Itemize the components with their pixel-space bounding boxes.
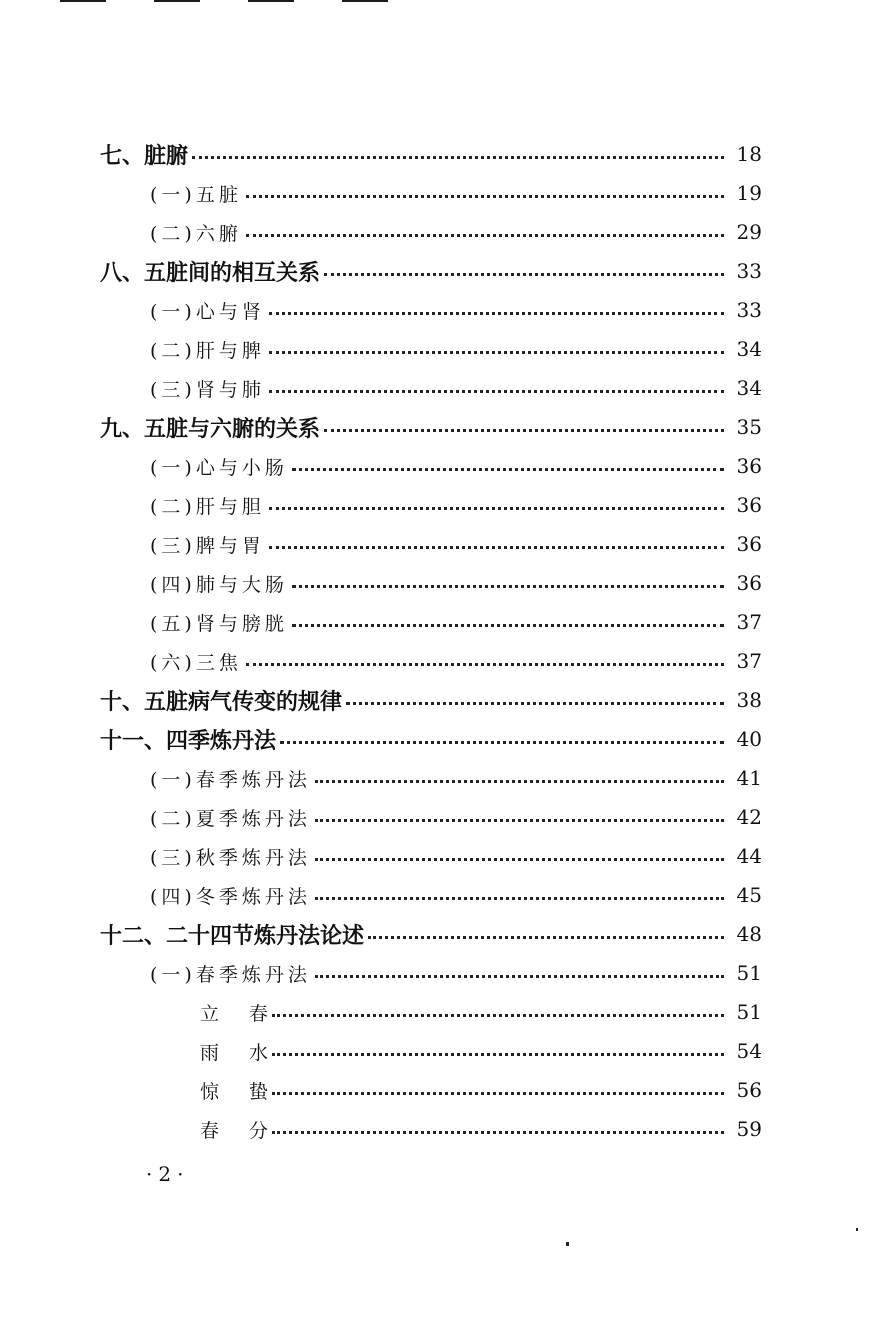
toc-entry-title: 春 分 xyxy=(200,1119,269,1142)
toc-entry-title: (一)五脏 xyxy=(150,183,242,206)
toc-entry xyxy=(150,838,762,874)
toc-entry xyxy=(150,565,762,601)
toc-entry xyxy=(150,643,762,679)
toc-entry-title: 立 春 xyxy=(200,1002,269,1025)
toc-dot-leader xyxy=(324,273,724,276)
toc-entry-title: 九、五脏与六腑的关系 xyxy=(100,416,321,442)
toc-entry-title: (三)肾与肺 xyxy=(150,378,265,401)
toc-entry xyxy=(100,721,762,757)
toc-dot-leader xyxy=(192,156,724,159)
toc-entry xyxy=(150,877,762,913)
scan-speck xyxy=(566,1242,569,1246)
toc-entry-page: 36 xyxy=(736,493,762,517)
toc-entry xyxy=(200,1072,762,1108)
toc-entry xyxy=(150,370,762,406)
toc-entry xyxy=(150,760,762,796)
toc-entry-page: 36 xyxy=(736,454,762,478)
toc-entry-page: 36 xyxy=(736,532,762,556)
toc-entry-title: 惊 蛰 xyxy=(200,1080,269,1103)
toc-entry xyxy=(150,214,762,250)
toc-dot-leader xyxy=(315,858,724,861)
toc-entry xyxy=(100,682,762,718)
scan-edge-mark xyxy=(342,0,388,2)
toc-entry-page: 54 xyxy=(736,1039,762,1063)
toc-entry-page: 41 xyxy=(736,766,762,790)
toc-dot-leader xyxy=(346,702,724,705)
toc-entry xyxy=(150,448,762,484)
toc-entry-title: (二)肝与胆 xyxy=(150,495,265,518)
toc-dot-leader xyxy=(269,390,724,393)
toc-dot-leader xyxy=(272,1053,724,1056)
toc-entry-page: 35 xyxy=(736,415,762,439)
toc-entry-title: 十二、二十四节炼丹法论述 xyxy=(100,923,365,949)
toc-entry-title: (一)心与小肠 xyxy=(150,456,288,479)
toc-entry-page: 48 xyxy=(736,922,762,946)
toc-entry xyxy=(100,916,762,952)
toc-entry xyxy=(150,331,762,367)
toc-entry-title: (一)心与肾 xyxy=(150,300,265,323)
toc-entry xyxy=(150,487,762,523)
toc-entry-page: 59 xyxy=(736,1117,762,1141)
toc-entry-title: (三)秋季炼丹法 xyxy=(150,846,311,869)
toc-entry xyxy=(150,955,762,991)
toc-entry xyxy=(200,994,762,1030)
toc-entry-page: 18 xyxy=(736,142,762,166)
toc-dot-leader xyxy=(246,234,724,237)
toc-entry xyxy=(150,292,762,328)
toc-dot-leader xyxy=(246,195,724,198)
toc-entry-page: 36 xyxy=(736,571,762,595)
toc-entry xyxy=(150,526,762,562)
toc-entry-page: 42 xyxy=(736,805,762,829)
toc-entry-title: (二)六腑 xyxy=(150,222,242,245)
toc-dot-leader xyxy=(292,468,724,471)
toc-dot-leader xyxy=(269,507,724,510)
toc-dot-leader xyxy=(269,312,724,315)
toc-dot-leader xyxy=(272,1092,724,1095)
toc-dot-leader xyxy=(315,819,724,822)
toc-entry-title: (一)春季炼丹法 xyxy=(150,768,311,791)
scan-edge-mark xyxy=(60,0,106,2)
toc-entry-page: 56 xyxy=(736,1078,762,1102)
toc-entry-page: 37 xyxy=(736,610,762,634)
toc-entry xyxy=(150,799,762,835)
toc-dot-leader xyxy=(315,780,724,783)
toc-entry-title: (一)春季炼丹法 xyxy=(150,963,311,986)
toc-entry-title: (三)脾与胃 xyxy=(150,534,265,557)
toc-entry-page: 37 xyxy=(736,649,762,673)
toc-entry-page: 40 xyxy=(736,727,762,751)
toc-dot-leader xyxy=(292,585,724,588)
toc-entry xyxy=(100,136,762,172)
toc-entry-page: 19 xyxy=(736,181,762,205)
toc-entry-title: (二)夏季炼丹法 xyxy=(150,807,311,830)
toc-dot-leader xyxy=(324,429,724,432)
toc-entry xyxy=(200,1033,762,1069)
toc-entry-page: 29 xyxy=(736,220,762,244)
toc-entry-page: 33 xyxy=(736,298,762,322)
page-number: ·2· xyxy=(146,1162,190,1186)
toc-entry-page: 34 xyxy=(736,376,762,400)
toc-entry-title: (二)肝与脾 xyxy=(150,339,265,362)
toc-entry-title: 七、脏腑 xyxy=(100,143,189,169)
toc-entry-title: (五)肾与膀胱 xyxy=(150,612,288,635)
toc-entry xyxy=(150,175,762,211)
toc-dot-leader xyxy=(292,624,724,627)
scan-speck xyxy=(856,1228,858,1231)
scan-edge-mark xyxy=(154,0,200,2)
toc-entry xyxy=(100,253,762,289)
toc-entry-title: 十一、四季炼丹法 xyxy=(100,728,277,754)
toc-entry-title: (四)冬季炼丹法 xyxy=(150,885,311,908)
toc-entry xyxy=(200,1111,762,1147)
toc-dot-leader xyxy=(280,741,724,744)
toc-entry-page: 51 xyxy=(736,1000,762,1024)
toc-entry-page: 34 xyxy=(736,337,762,361)
toc-entry-title: (四)肺与大肠 xyxy=(150,573,288,596)
toc-dot-leader xyxy=(269,546,724,549)
toc-dot-leader xyxy=(315,975,724,978)
toc-entry-page: 51 xyxy=(736,961,762,985)
toc-entry-page: 44 xyxy=(736,844,762,868)
toc-entry xyxy=(150,604,762,640)
toc-entry-page: 38 xyxy=(736,688,762,712)
toc-dot-leader xyxy=(269,351,724,354)
toc-entry xyxy=(100,409,762,445)
toc-dot-leader xyxy=(368,936,724,939)
toc-entry-title: 十、五脏病气传变的规律 xyxy=(100,689,343,715)
scan-edge-mark xyxy=(248,0,294,2)
toc-dot-leader xyxy=(246,663,724,666)
toc-entry-title: 八、五脏间的相互关系 xyxy=(100,260,321,286)
toc-dot-leader xyxy=(315,897,724,900)
toc-dot-leader xyxy=(272,1131,724,1134)
toc-entry-page: 45 xyxy=(736,883,762,907)
toc-entry-title: (六)三焦 xyxy=(150,651,242,674)
toc-dot-leader xyxy=(272,1014,724,1017)
toc-entry-page: 33 xyxy=(736,259,762,283)
toc-entry-title: 雨 水 xyxy=(200,1041,269,1064)
